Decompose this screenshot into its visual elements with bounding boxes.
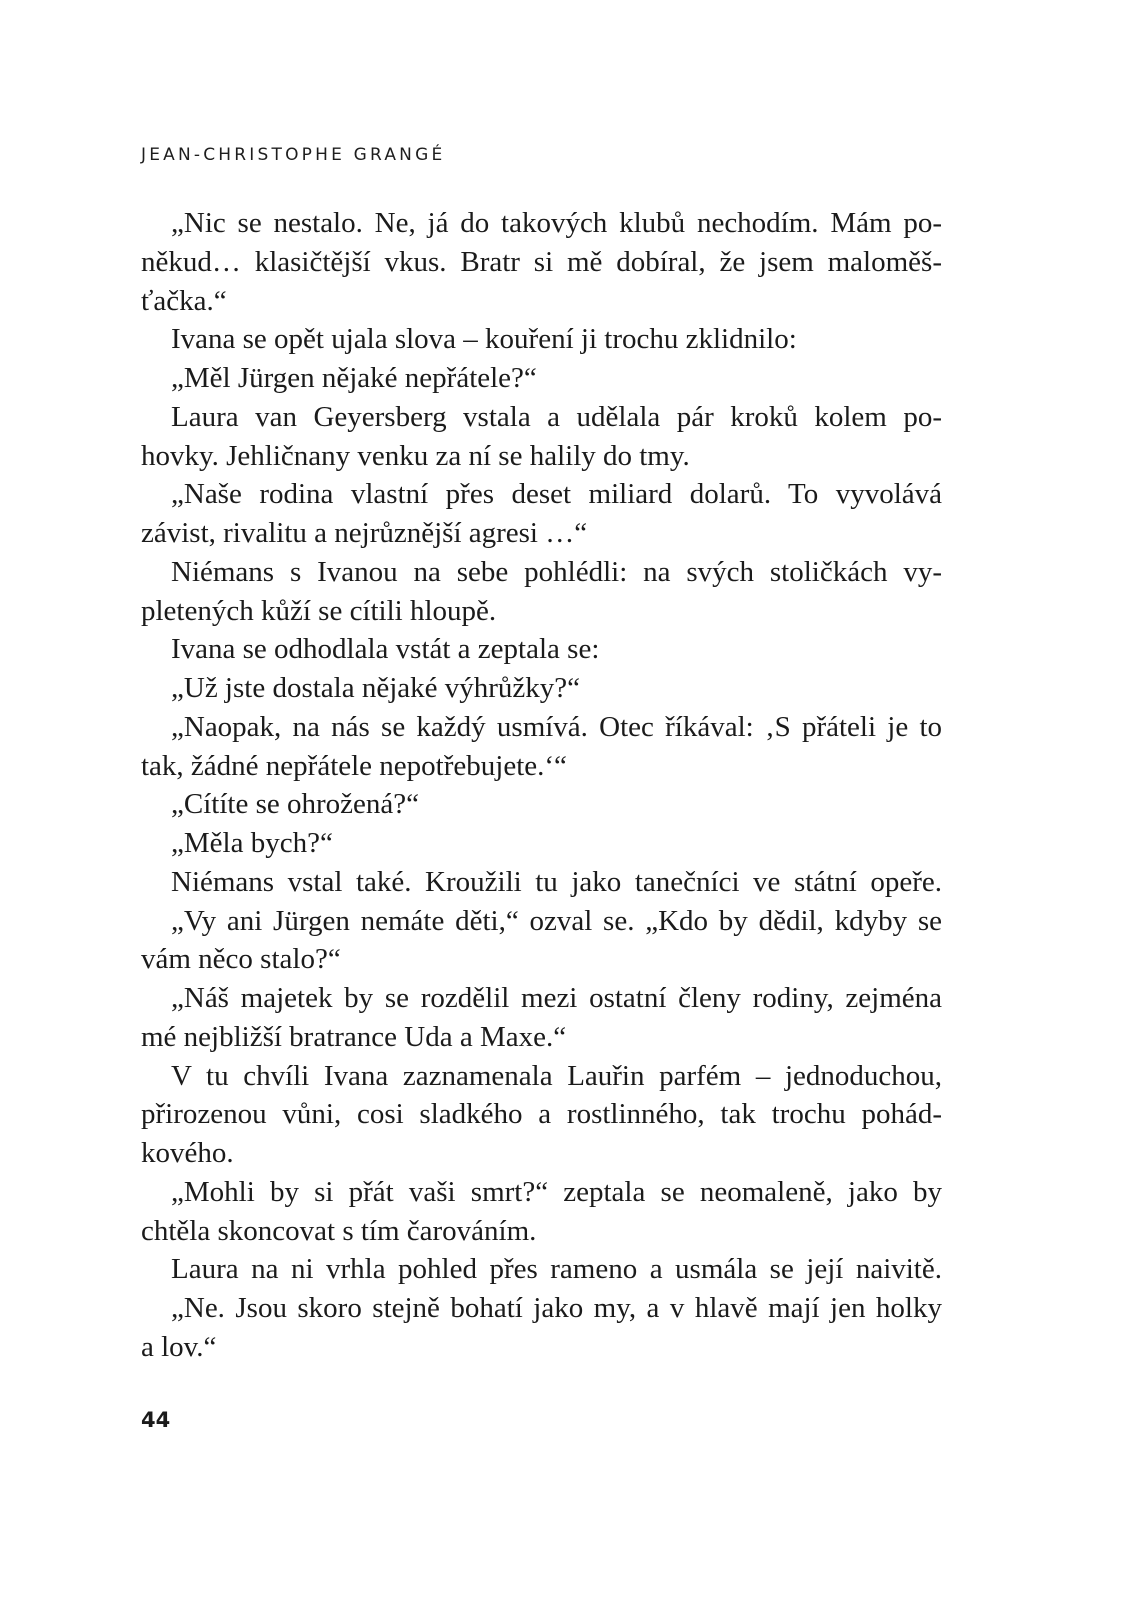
text-line: „Nic se nestalo. Ne, já do takových klubů nechodím. Mám po- <box>171 207 942 239</box>
text-line: „Ne. Jsou skoro stejně bohatí jako my, a v hlavě mají jen holky <box>171 1292 942 1324</box>
text-line: Ivana se opět ujala slova – kouření ji trochu zklidnilo: <box>171 323 797 356</box>
text-line: Niémans s Ivanou na sebe pohlédli: na svých stoličkách vy- <box>171 555 942 588</box>
text-line: Laura van Geyersberg vstala a udělala pár kroků kolem po- <box>171 400 942 433</box>
text-line: „Naše rodina vlastní přes deset miliard dolarů. To vyvolává <box>171 478 942 511</box>
text-line: chtěla skoncovat s tím čarováním. <box>141 1214 537 1247</box>
text-line: někud… klasičtější vkus. Bratr si mě dobíral, že jsem maloměš- <box>141 245 942 278</box>
text-line: a lov.“ <box>141 1330 217 1363</box>
body-text <box>141 204 942 1367</box>
text-line: vám něco stalo?“ <box>141 943 341 976</box>
text-line: závist, rivalitu a nejrůznější agresi …“ <box>141 517 588 549</box>
text-line: „Měl Jürgen nějaké nepřátele?“ <box>171 362 537 394</box>
text-line: „Náš majetek by se rozdělil mezi ostatní členy rodiny, zejména <box>171 982 942 1014</box>
text-line: ťačka.“ <box>141 284 227 317</box>
text-line: Ivana se odhodlala vstát a zeptala se: <box>171 633 600 666</box>
text-line: Laura na ni vrhla pohled přes rameno a usmála se její naivitě. <box>171 1253 942 1286</box>
text-line: „Cítíte se ohrožená?“ <box>171 788 419 821</box>
text-line: pletených kůží se cítili hloupě. <box>141 594 497 627</box>
text-line: mé nejbližší bratrance Uda a Maxe.“ <box>141 1020 567 1053</box>
text-line: V tu chvíli Ivana zaznamenala Lauřin parfém – jednoduchou, <box>171 1059 942 1092</box>
text-line: „Měla bych?“ <box>171 827 333 859</box>
text-line: přirozenou vůni, cosi sladkého a rostlinného, tak trochu pohád- <box>141 1098 942 1131</box>
text-line: hovky. Jehličnany venku za ní se halily do tmy. <box>141 439 690 472</box>
text-line: „Naopak, na nás se každý usmívá. Otec říkával: ‚S přáteli je to <box>171 710 942 743</box>
text-line: Niémans vstal také. Kroužili tu jako tanečníci ve státní opeře. <box>171 865 942 898</box>
text-line: „Už jste dostala nějaké výhrůžky?“ <box>171 672 581 704</box>
text-line: kového. <box>141 1137 234 1169</box>
running-head: JEAN-CHRISTOPHE GRANGÉ <box>141 145 446 165</box>
text-line: „Mohli by si přát vaši smrt?“ zeptala se neomaleně, jako by <box>171 1175 942 1208</box>
text-line: tak, žádné nepřátele nepotřebujete.‘“ <box>141 749 567 782</box>
page-number: 44 <box>141 1408 171 1432</box>
text-line: „Vy ani Jürgen nemáte děti,“ ozval se. „Kdo by dědil, kdyby se <box>171 904 942 937</box>
